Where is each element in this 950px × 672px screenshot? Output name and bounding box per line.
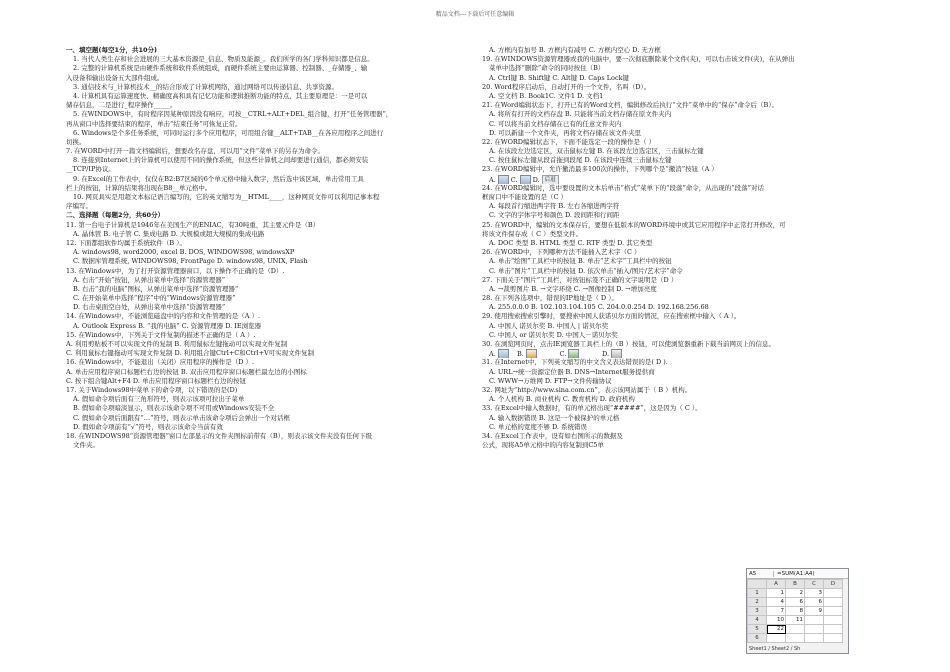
text-line: __TCP/IP协议。 bbox=[66, 165, 115, 174]
excel-row-header: 5 bbox=[748, 625, 767, 634]
text-line: 16. 在Windows中，不能退出（关闭）应用程序的操作是（D ）. bbox=[66, 358, 255, 367]
text-line: A. 中国人 诺贝尔奖 B. 中国人 | 诺贝尔奖 bbox=[489, 321, 609, 330]
text-line: A. 每段首行缩进两字符 B. 左右各缩进两字符 bbox=[489, 202, 620, 211]
excel-formula: =SUM(A1:A4) bbox=[777, 570, 815, 577]
excel-cell bbox=[824, 616, 843, 625]
text-line: 9. 在Excel的工作表中，仅仅在B2:B7区域的6个单元格中输入数字，然后选中该区域，单击常用工具 bbox=[73, 174, 364, 183]
text-line: A. 方框内有加号 B. 方框内有减号 C. 方框内空心 D. 无方框 bbox=[489, 46, 661, 54]
text-line: A. 255.0.0.0 B. 102.103.104.105 C. 204.0.0.254 D. 192.168.256.68 bbox=[489, 303, 709, 312]
text-line: 1. 当代人类生存和社会进展的三大基本资源是_信息、物质及能源_。我们所学的各门学科知识都是信息。 bbox=[73, 55, 374, 64]
text-line: A. 右击“开始”按钮，从弹出菜单中选择“资源管理器” bbox=[73, 275, 226, 284]
excel-cell: 22 bbox=[767, 625, 786, 634]
text-line: 23. 在WORD编辑中，允许撤消最多100次的操作，下列哪个是“撤消”按钮（A ） bbox=[482, 165, 718, 174]
text-line: C. 中国人 or 诺贝尔奖 D. 中国人－诺贝尔奖 bbox=[489, 330, 618, 339]
excel-row bbox=[748, 634, 843, 643]
text-line: C. WWW→万维网 D. FTP→文件传输协议 bbox=[489, 376, 612, 385]
excel-figure bbox=[746, 568, 849, 654]
excel-cell bbox=[786, 625, 805, 634]
text-line: 5. 在WINDOWS中，有时程序因某种原因没有响应，可按__CTRL+ALT+DEL_组合键，打开“任务管理器”， bbox=[73, 110, 393, 119]
text-line: 入设备和输出设备五大部件组成。 bbox=[66, 73, 164, 82]
excel-cell bbox=[824, 634, 843, 643]
text-line: 15. 在Windows中，下列关于文件复制的描述不正确的是（ A ）. bbox=[66, 330, 256, 339]
text-line: A. 在该段左边选定区，双击鼠标左键 B. 在该段左边选定区，三击鼠标左键 bbox=[489, 147, 704, 156]
text-line: A. 假如命令项后面有三角形符号，则表示该项可拉出子菜单 bbox=[73, 395, 245, 404]
text-line: 26. 在WORD中，下列哪种方法不能插入艺术字（C ） bbox=[482, 248, 641, 257]
text-line: A. windows98, word2000, excel B. DOS, WINDOWS98, windowsXP bbox=[73, 248, 295, 257]
excel-cell bbox=[824, 598, 843, 607]
text-line: 33. 在Excel中输入数据时，有的单元格出现“#####”，这是因为（ C ）。 bbox=[482, 404, 702, 413]
text-line: 14. 在Windows中，不能浏览磁盘中的内容和文件管理的是（A ）. bbox=[66, 312, 261, 321]
excel-cell bbox=[824, 625, 843, 634]
excel-cell: 9 bbox=[805, 607, 824, 616]
excel-cell: 1 bbox=[767, 589, 786, 598]
text-line: A. 空文档 B. Book1C. 文件1 D. 文档1 bbox=[489, 91, 604, 100]
text-line: 8. 连接到Internet上的计算机可以使用不同的操作系统，但这些计算机之间却要进行通信，都必须安装 bbox=[73, 156, 369, 165]
refresh-icon bbox=[526, 349, 537, 358]
excel-cell bbox=[805, 634, 824, 643]
text-line: B. 右击“我的电脑”图标，从弹出菜单中选择“资源管理器” bbox=[73, 284, 239, 293]
text-line: 29. 使用搜索搜索引擎时，要搜索中国人获诺贝尔方面的情况，应在搜索框中输入（ A ）。 bbox=[482, 312, 741, 321]
excel-row bbox=[748, 625, 843, 634]
text-line: C. 数据库管理系统, WINDOWS98, FrontPage D. windows98, UNIX, Flash bbox=[73, 257, 308, 266]
q23-c-label: C. bbox=[510, 175, 518, 184]
text-line: 27. 下面关于“图片”工具栏，对按钮标签不正确的文字说明是（D ） bbox=[482, 275, 678, 284]
text-line: 11. 第一台电子计算机是1946年在美国生产的ENIAC，有30吨重，其主要元件是（B） bbox=[66, 220, 320, 229]
text-line: 7. 在WORD中打开一篇文档编辑后，想要改名存盘，可以用“文件”菜单下的另存为命令。 bbox=[66, 147, 325, 156]
section-heading: 二、选择题（每题2分，共60分） bbox=[66, 211, 165, 220]
tree-icon bbox=[568, 349, 579, 358]
text-line: 栏上的按钮，计算的结果将出现在B8__单元格中。 bbox=[66, 183, 212, 192]
text-line: 32. 网址为“http://www.sina.com.cn”，表示该网站属于（ B ）机构。 bbox=[482, 385, 692, 394]
excel-cell: 2 bbox=[786, 589, 805, 598]
q30-c-label: C. bbox=[559, 350, 567, 359]
excel-cell: 11 bbox=[786, 616, 805, 625]
text-line: 公式，现将A5单元格中的内容复制到C5单 bbox=[482, 441, 604, 450]
text-line: C. 单元格的宽度不够 D. 系统错误 bbox=[489, 422, 588, 431]
excel-row bbox=[748, 607, 843, 616]
q30-a-label: A. bbox=[489, 350, 496, 359]
page-header: 精品文档---下载后可任意编辑 bbox=[435, 11, 515, 18]
text-line: A. 单击应用程序窗口标题栏右边的按钮 B. 双击应用程序窗口标题栏最左边的小图标 bbox=[66, 367, 307, 376]
excel-sheet-tabs: Sheet1 / Sheet2 / Sh bbox=[749, 646, 801, 652]
excel-corner-cell bbox=[748, 580, 767, 589]
text-line: 13. 在Windows中，为了打开资源管理器窗口，以下操作不正确的是（D）. bbox=[66, 266, 285, 275]
text-line: D. 可以新建一个文件夹，再将文档存储在该文件夹里 bbox=[489, 128, 642, 137]
excel-cell bbox=[767, 634, 786, 643]
text-line: 将该文件保存成（ C ）类型文件。 bbox=[482, 229, 583, 238]
q30-d-label: D. bbox=[601, 350, 610, 359]
text-line: 18. 在WINDOWS98“资源管理器”窗口左部显示的文件夹图标前带有（B），则表示该文件夹没有任何下级 bbox=[66, 431, 372, 440]
excel-cell: 3 bbox=[805, 589, 824, 598]
excel-row bbox=[748, 589, 843, 598]
right-column bbox=[482, 46, 886, 450]
excel-formula-bar bbox=[747, 569, 848, 579]
q30-b-label: B. bbox=[516, 350, 524, 359]
text-line: 22. 在WORD编辑状态下，下面不能选定一段的操作是（ ） bbox=[482, 137, 656, 146]
excel-name-box: A5 bbox=[747, 571, 774, 577]
excel-cell: 4 bbox=[767, 598, 786, 607]
text-line: 储存信息，二是进行_程序操作_____。 bbox=[66, 101, 177, 110]
excel-column-header: D bbox=[824, 580, 843, 589]
section-heading: 一、填空题(每空1分，共10分) bbox=[66, 46, 158, 54]
excel-row bbox=[748, 598, 843, 607]
text-line: 文件夹。 bbox=[73, 441, 99, 450]
text-line: A. URL→统一资源定位器 B. DNS→Internet服务提供商 bbox=[489, 367, 655, 376]
text-line: 24. 在WORD编辑时，选中要设置的文本后单击“格式”菜单下的“段落”命令，从出现的“段落”对话 bbox=[482, 183, 764, 192]
text-line: A. 个人机构 B. 商业机构 C. 教育机构 D. 政府机构 bbox=[489, 395, 635, 404]
excel-cell: 7 bbox=[767, 607, 786, 616]
text-line: A. Outlook Express B. “我的电脑” C. 资源管理器 D. IE浏览器 bbox=[73, 321, 262, 330]
q23-d-label: D. bbox=[532, 175, 540, 184]
text-line: C. 单击“图片”工具栏中的按钮 D. 依次单击“插入/图片/艺术字”命令 bbox=[489, 266, 683, 275]
home-icon bbox=[498, 349, 509, 358]
excel-row-header: 6 bbox=[748, 634, 767, 643]
text-line: A. →裁剪图片 B. →文字环绕 C. →图像控制 D. →增加亮度 bbox=[489, 284, 657, 293]
text-line: 12. 下面都组软件均属于系统软件（B ）。 bbox=[66, 238, 186, 247]
excel-cell: 8 bbox=[786, 607, 805, 616]
excel-row-header: 2 bbox=[748, 598, 767, 607]
text-line: C. 假如命令项后面跟有“…”符号，则表示单击该命令项后会弹出一个对话框 bbox=[73, 413, 291, 422]
text-line: 2. 完整的计算机系统是由硬件系统和软件系统组成，而硬件系统主要由运算器、控制器、_存储器_、输 bbox=[73, 64, 368, 73]
text-line: 31. 在Internet中，下列英文缩写的中文含义表达错误的是( D ). bbox=[482, 358, 668, 367]
text-line: D. 假如命令项前有“√”符号，则表示该命令当前有效 bbox=[73, 422, 223, 431]
text-line: 30. 在浏览网页时，点击IE浏览器工具栏上的（B ）按钮，可以使浏览器重新下载当前网页上的信息。 bbox=[482, 340, 776, 348]
excel-column-header: B bbox=[786, 580, 805, 589]
q30-options bbox=[482, 349, 886, 358]
text-line: A. Ctrl键 B. Shift键 C. Alt键 D. Caps Lock键 bbox=[489, 73, 630, 82]
excel-row-header: 3 bbox=[748, 607, 767, 616]
text-line: 28. 在下列各选项中，错误的IP地址是（ D ）。 bbox=[482, 294, 618, 303]
text-line: A. 输入数据错误 B. 这是一个被保护的单元格 bbox=[489, 413, 620, 422]
text-line: 切换。 bbox=[66, 137, 86, 146]
text-line: 17. 关于Windows98中菜单下的命令项，以下错误的是(D) bbox=[66, 385, 238, 394]
text-line: C. 按住鼠标左键从段首拖到段尾 D. 在该段中连续三击鼠标左键 bbox=[489, 156, 672, 165]
excel-column-header: C bbox=[805, 580, 824, 589]
text-line: 20. Word程序启动后，自动打开的一个文件，名叫（D）。 bbox=[482, 82, 651, 91]
excel-row-header: 4 bbox=[748, 616, 767, 625]
excel-cell bbox=[805, 625, 824, 634]
back-button-icon: 后退 bbox=[542, 175, 559, 184]
text-line: 序编写。 bbox=[66, 202, 92, 211]
excel-cell bbox=[824, 607, 843, 616]
text-line: 10. 网页具实是用超文本标记语言编写的，它的英文缩写为__HTML____，这种网页文件可以利用记事本程 bbox=[73, 193, 380, 201]
excel-row-header: 1 bbox=[748, 589, 767, 598]
q23-options bbox=[482, 175, 886, 184]
text-line: 菜单中选择“删除”命令的同时按住（B） bbox=[489, 64, 605, 73]
left-column bbox=[66, 46, 470, 450]
q23-a-label: A. bbox=[489, 175, 496, 184]
text-line: A. DOC 类型 B. HTML 类型 C. RTF 类型 D. 其它类型 bbox=[489, 238, 653, 247]
text-line: B. 假如命令项暗淡显示，则表示该命令项不可用或Windows安装不全 bbox=[73, 404, 275, 413]
text-line: 21. 在Word编辑状态下，打开已有的Word文档，编辑修改后执行“文件”菜单中的“保存”命令后（B）。 bbox=[482, 101, 779, 110]
text-line: 34. 在Excel工作表中，设有如右图所示的数据及 bbox=[482, 431, 623, 440]
excel-row bbox=[748, 616, 843, 625]
excel-column-header: A bbox=[767, 580, 786, 589]
text-line: C. 可以将当前文档存储在已有的任意文件夹内 bbox=[489, 119, 622, 128]
text-line: 4. 计算机具有运算速度快、精确度高和具有记忆功能和逻辑推断功能的特点，其主要原理是：一是可以 bbox=[73, 91, 368, 100]
excel-cell bbox=[786, 634, 805, 643]
text-line: A. 将所有打开的文档存盘 B. 只能将当前文档存储在原文件夹内 bbox=[489, 110, 672, 119]
text-line: 25. 在WORD中，编辑的文本保存后，要想在低版本的WORD环境中或其它应用程序中正常打开修改，可 bbox=[482, 220, 786, 229]
excel-cell: 10 bbox=[767, 616, 786, 625]
text-line: C. 在开始菜单中选择“程序”中的“Windows资源管理器” bbox=[73, 294, 236, 303]
text-line: 3. 通信技术与_计算机技术__的结合形成了计算机网络，通过网络可以传递信息、共享资源。 bbox=[73, 82, 339, 91]
print-icon bbox=[611, 349, 622, 358]
excel-cell: 6 bbox=[805, 598, 824, 607]
text-line: 6. Windows是个多任务系统，可同时运行多个应用程序，可用组合键__ALT+TAB__在各应用程序之间进行 bbox=[73, 128, 384, 137]
text-line: 再从窗口中选择要结束的程序，单击“结束任务”可恢复正常。 bbox=[66, 119, 242, 128]
text-line: C. 按下组合键Alt+F4 D. 单击应用程序窗口标题栏右边的按钮 bbox=[66, 376, 247, 385]
text-line: 19. 在WINDOWS资源管理器或我的电脑中，要一次彻底删除某个文件(夹)，可以右击该文件(夹)，在从弹出 bbox=[482, 55, 795, 64]
text-line: 框窗口中不能设置的是（C ） bbox=[482, 193, 568, 201]
text-line: C. 利用鼠标右键拖动可实现文件复制 D. 利用组合键Ctrl+C和Ctrl+V可实现文件复制 bbox=[66, 349, 315, 358]
text-line: A. 单击“绘图”工具栏中的按钮 B. 单击“艺术字”工具栏中的按钮 bbox=[489, 257, 672, 266]
text-line: C. 文字的字体字号和颜色 D. 段间距和行间距 bbox=[489, 211, 620, 220]
text-line: A. 晶体管 B. 电子管 C. 集成电路 D. 大规模或超大规模的集成电路 bbox=[73, 229, 265, 238]
excel-grid bbox=[747, 579, 843, 643]
excel-cell: 6 bbox=[786, 598, 805, 607]
undo-icon bbox=[498, 175, 509, 184]
text-line: D. 右击桌面空白处，从弹出菜单中选择“资源管理器” bbox=[73, 303, 226, 312]
excel-cell bbox=[824, 589, 843, 598]
excel-cell bbox=[805, 616, 824, 625]
text-line: A. 利用剪贴板不可以实现文件的复制 B. 利用鼠标左键拖动可以实现文件复制 bbox=[66, 340, 288, 348]
redo-icon bbox=[520, 175, 531, 184]
